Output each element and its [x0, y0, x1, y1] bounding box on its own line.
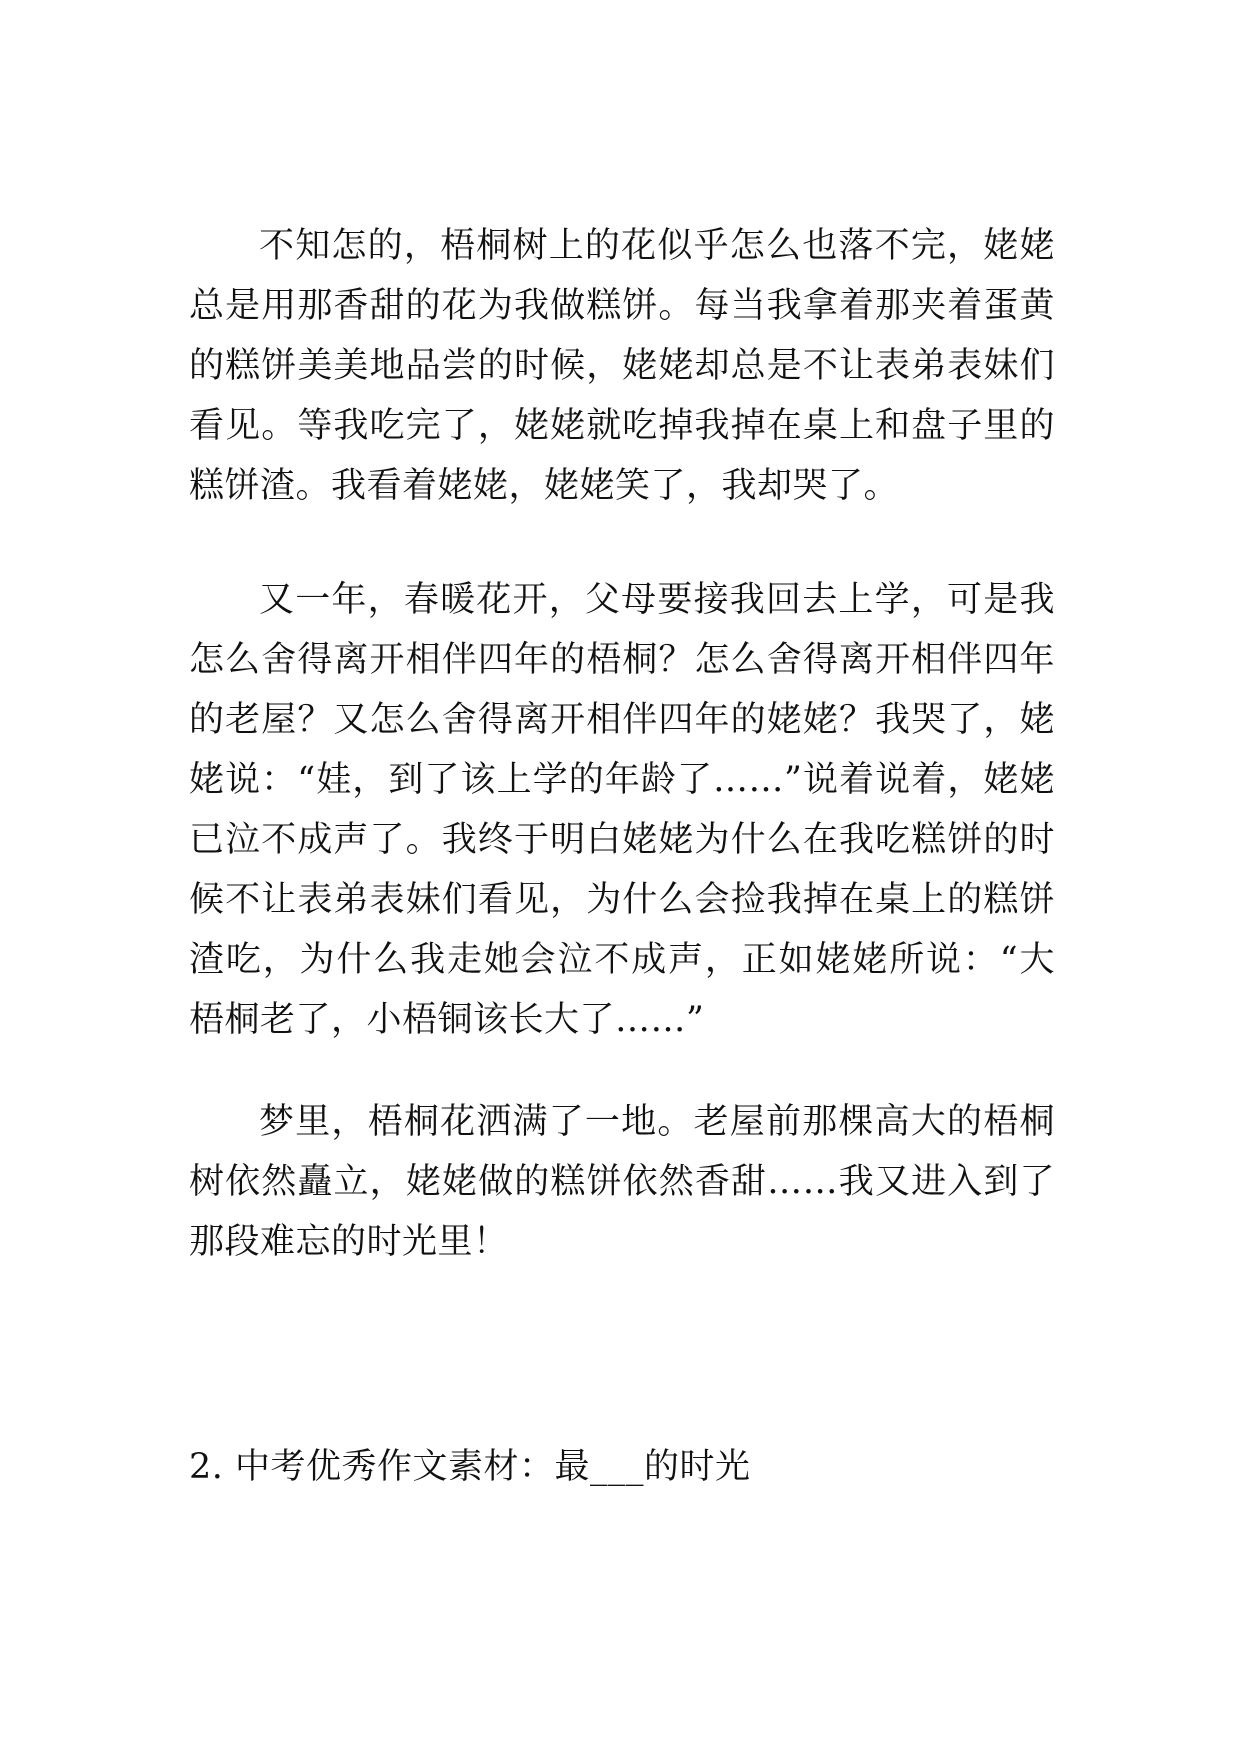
- paragraph-1: 不知怎的，梧桐树上的花似乎怎么也落不完，姥姥总是用那香甜的花为我做糕饼。每当我拿着那夹着蛋黄的糕饼美美地品尝的时候，姥姥却总是不让表弟表妹们看见。等我吃完了，姥姥就吃掉我掉在桌上和盘子里的糕饼渣。我看着姥姥，姥姥笑了，我却哭了。: [189, 226, 1055, 506]
- section-heading: 2. 中考优秀作文素材：最___的时光: [189, 1447, 751, 1487]
- paragraph-2: 又一年，春暖花开，父母要接我回去上学，可是我怎么舍得离开相伴四年的梧桐？怎么舍得离开相伴四年的老屋？又怎么舍得离开相伴四年的姥姥？我哭了，姥姥说：“娃，到了该上学的年龄了……”说着说着，姥姥已泣不成声了。我终于明白姥姥为什么在我吃糕饼的时候不让表弟表妹们看见，为什么会捡我掉在桌上的糕饼渣吃，为什么我走她会泣不成声，正如姥姥所说：“大梧桐老了，小梧铜该长大了……”: [189, 580, 1055, 1040]
- paragraph-3: 梦里，梧桐花洒满了一地。老屋前那棵高大的梧桐树依然矗立，姥姥做的糕饼依然香甜……我又进入到了那段难忘的时光里！: [189, 1102, 1055, 1262]
